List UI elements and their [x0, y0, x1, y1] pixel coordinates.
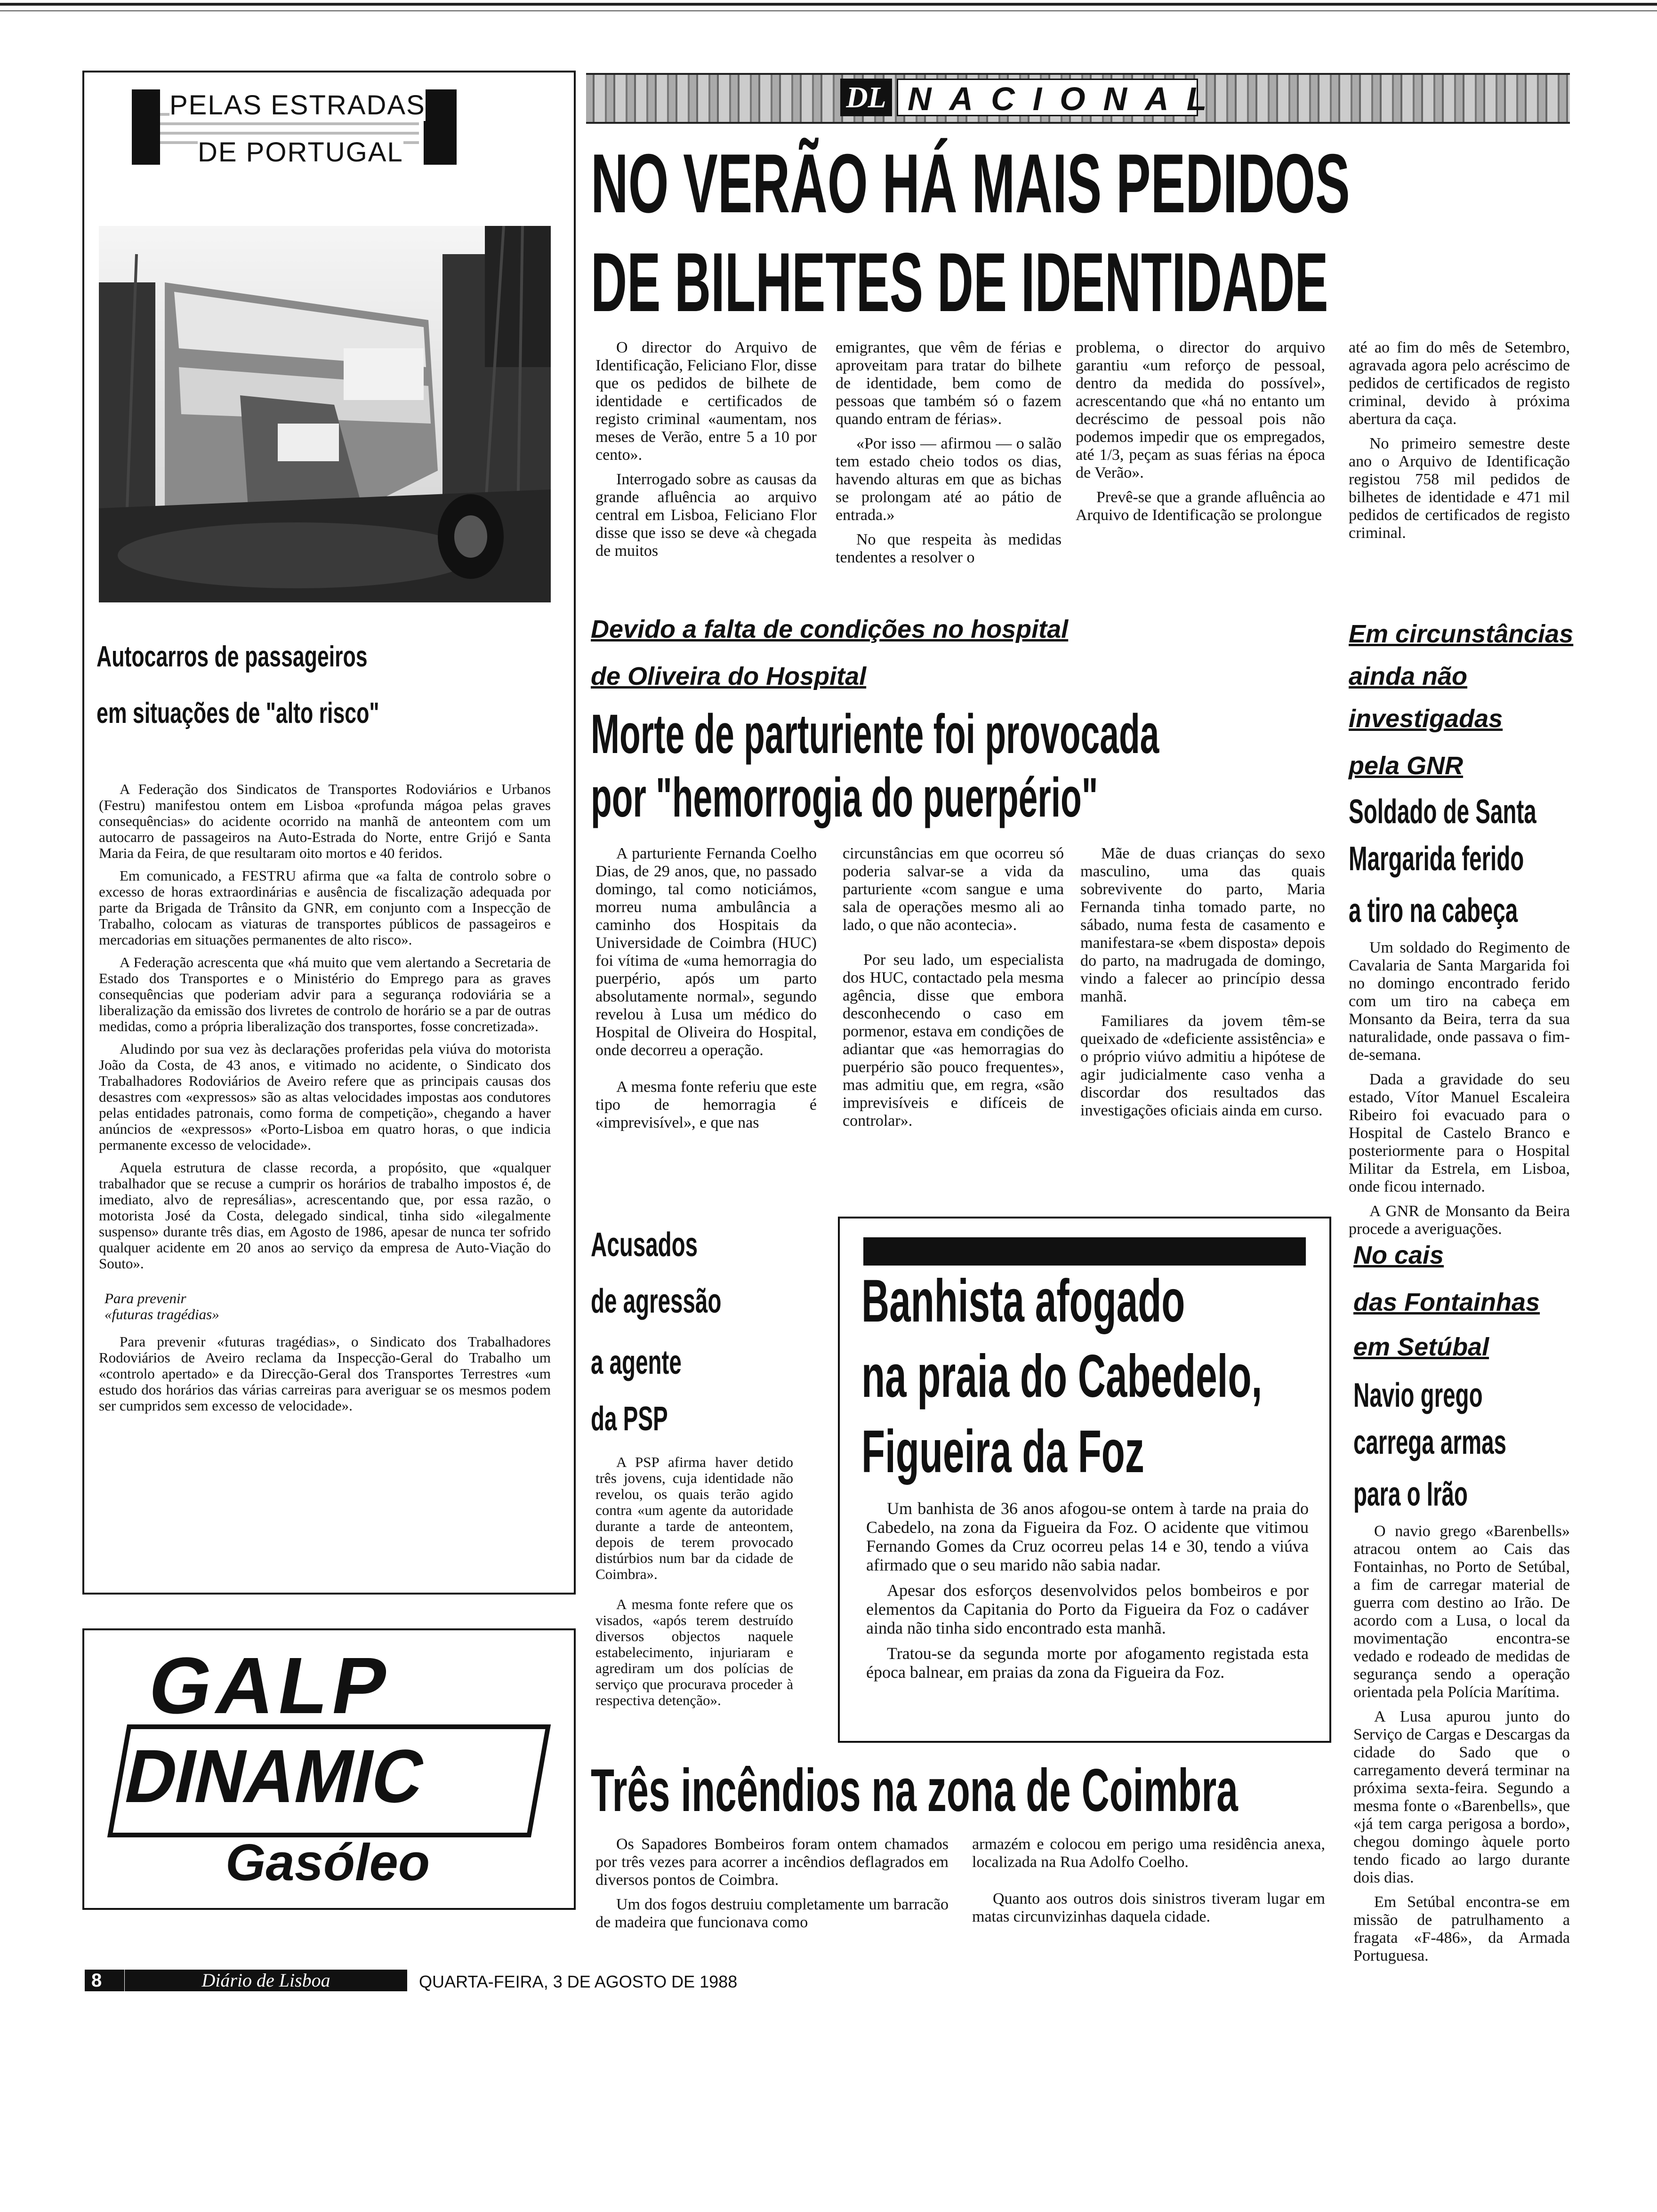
paragraph: No que respeita às medidas tendentes a resolver o — [836, 531, 1062, 566]
incendios-headline: Três incêndios na zona de Coimbra — [591, 1757, 1238, 1824]
parturiente-col-1 — [595, 845, 817, 1138]
navio-headline-3: para o Irão — [1353, 1475, 1468, 1513]
paragraph: A PSP afirma haver detido três jovens, cuja identidade não revelou, os quais terão agido contra «um agente da autoridade durante a tarde de anteontem, depois de terem provocado distúrbios num bar da cidade de Coimbra». — [595, 1454, 793, 1582]
banhista-headline-2: na praia do Cabedelo, — [861, 1343, 1263, 1410]
parturiente-col-3 — [1080, 845, 1325, 1126]
navio-kicker-1: No cais — [1353, 1241, 1444, 1269]
ad-line-gasoleo: Gasóleo — [225, 1834, 430, 1891]
paragraph: Quanto aos outros dois sinistros tiveram lugar em matas circunvizinhas daquela cidade. — [972, 1890, 1325, 1925]
autocarros-headline-2: em situações de "alto risco" — [97, 697, 379, 729]
soldado-headline-3: a tiro na cabeça — [1349, 892, 1518, 930]
paragraph: Por seu lado, um especialista dos HUC, contactado pela mesma agência, disse que embora desconhecendo o caso em pormenor, estava em condições de adiantar que «as hemorragias do puerpério são pouco frequentes», mas admitiu que, em regra, «são imprevisíveis e difíceis de controlar». — [843, 951, 1064, 1130]
paragraph: emigrantes, que vêm de férias e aproveitam para tratar do bilhete de identidade, bem como de pessoas que também só o fazem quando entram de férias». — [836, 339, 1062, 428]
paragraph: circunstâncias em que ocorreu só poderia salvar-se a vida da parturiente «com sangue e uma sala de operações mesmo ali ao lado, o que não acontecia». — [843, 845, 1064, 934]
banner-logo: DL — [840, 79, 892, 116]
paragraph: Familiares da jovem têm-se queixado de «deficiente assistência» e o próprio viúvo admitiu a hipótese de agir judicialmente caso venha a discordar dos resultados das investigações oficiais ainda em curso. — [1080, 1012, 1325, 1119]
paragraph: armazém e colocou em perigo uma residência anexa, localizada na Rua Adolfo Coelho. — [972, 1835, 1325, 1871]
navio-kicker-3: em Setúbal — [1353, 1333, 1489, 1361]
paragraph: O navio grego «Barenbells» atracou ontem ao Cais das Fontainhas, no Porto de Setúbal, a fim de carregar material de guerra com destino ao Irão. De acordo com a Lusa, o local da movimentação encontra-se vedado e rodeado de medidas de segurança sendo a operação orientada pela Polícia Marítima. — [1353, 1523, 1570, 1701]
paragraph: A Federação acrescenta que «há muito que vem alertando a Secretaria de Estado dos Transportes e o Ministério do Emprego para as graves consequências que poderiam advir para a segurança rodoviária se a liberalização da emissão dos livretes de controlo de horário se a par de outras medidas, como a própria liberalização dos transportes, fosse concretizada». — [99, 954, 551, 1034]
paragraph: Para prevenir «futuras tragédias», o Sindicato dos Trabalhadores Rodoviários de Aveiro reclama da Inspecção-Geral do Trabalho um «controlo apertado» e da Direcção-Geral dos Transportes Terrestres «um estudo dos horários das várias carreiras para averiguar se os mesmos podem ser cumpridos sem excesso de velocidade». — [99, 1333, 551, 1414]
banhista-body — [866, 1499, 1309, 1688]
psp-body — [595, 1454, 793, 1715]
main-col-2 — [836, 339, 1062, 573]
paragraph: Um soldado do Regimento de Cavalaria de Santa Margarida foi no domingo encontrado ferido com um tiro na cabeça em Monsanto da Beira, terra da sua naturalidade, onde passava o fim-de-semana. — [1349, 939, 1570, 1064]
estradas-line2: DE PORTUGAL — [198, 137, 403, 168]
estradas-logo — [127, 85, 485, 179]
parturiente-headline-1: Morte de parturiente foi provocada — [591, 703, 1159, 765]
soldado-kicker-2: ainda não — [1349, 662, 1468, 690]
navio-headline-1: Navio grego — [1353, 1377, 1483, 1414]
paragraph: Dada a gravidade do seu estado, Vítor Manuel Escaleira Ribeiro foi evacuado para o Hospital de Castelo Branco e posteriormente para o Hospital Militar da Estrela, em Lisboa, onde ficou internado. — [1349, 1071, 1570, 1195]
paragraph: Tratou-se da segunda morte por afogamento registada esta época balnear, em praias da zona da Figueira da Foz. — [866, 1644, 1309, 1682]
main-col-3 — [1076, 339, 1325, 531]
parturiente-kicker-1: Devido a falta de condições no hospital — [591, 615, 1069, 643]
ad-line-dinamic: DINAMIC — [118, 1734, 433, 1818]
soldado-headline-2: Margarida ferido — [1349, 840, 1524, 878]
psp-headline-3: a agente — [591, 1344, 682, 1381]
banner-section: NACIONAL — [897, 79, 1198, 116]
estradas-line1: PELAS ESTRADAS — [169, 90, 426, 120]
paragraph: A Federação dos Sindicatos de Transportes Rodoviários e Urbanos (Festru) manifestou ontem em Lisboa «profunda mágoa pelas graves consequências» do acidente ocorrido na manhã de anteontem com um autocarro de passageiros na Auto-Estrada do Norte, entre Grijó e Santa Maria da Feira, de que resultaram oito mortos e 40 feridos. — [99, 781, 551, 861]
incendios-col-2 — [972, 1835, 1325, 1932]
parturiente-col-2 — [843, 845, 1064, 1137]
galp-ad — [82, 1628, 576, 1910]
paragraph: A parturiente Fernanda Coelho Dias, de 29 anos, que, no passado domingo, tal como noticiámos, morreu numa ambulância a caminho dos Hospitais da Universidade de Coimbra (HUC) foi vítima de «uma hemorragia do puerpério, após um parto absolutamente normal», segundo revelou à Lusa um médico do Hospital de Oliveira do Hospital, onde decorreu a operação. — [595, 845, 817, 1059]
soldado-kicker-3: investigadas — [1349, 705, 1503, 733]
soldado-kicker-4: pela GNR — [1349, 752, 1464, 780]
banhista-headline-3: Figueira da Foz — [861, 1418, 1144, 1485]
section-banner — [586, 73, 1570, 124]
main-col-1 — [595, 339, 817, 567]
psp-headline-1: Acusados — [591, 1226, 698, 1264]
paper-name: Diário de Lisboa — [125, 1970, 407, 1991]
top-rule-thin — [0, 10, 1657, 11]
banhista-top-bar — [863, 1237, 1306, 1266]
paragraph: Os Sapadores Bombeiros foram ontem chamados por três vezes para acorrer a incêndios deflagrados em diversos pontos de Coimbra. — [595, 1835, 949, 1889]
main-headline-1: NO VERÃO HÁ MAIS PEDIDOS — [591, 136, 1350, 230]
paragraph: A mesma fonte referiu que este tipo de hemorragia é «imprevisível», e que nas — [595, 1078, 817, 1131]
paragraph: Interrogado sobre as causas da grande afluência ao arquivo central em Lisboa, Feliciano Flor disse que isso se deve «à chegada de muitos — [595, 471, 817, 560]
paragraph: «Por isso — afirmou — o salão tem estado cheio todos os dias, havendo alturas em que as bichas se prolongam até ao pátio de entrada.» — [836, 435, 1062, 524]
paragraph: Apesar dos esforços desenvolvidos pelos bombeiros e por elementos da Capitania do Porto da Figueira da Foz o cadáver ainda não tinha sido encontrado esta manhã. — [866, 1581, 1309, 1637]
paragraph: Um dos fogos destruiu completamente um barracão de madeira que funcionava como — [595, 1896, 949, 1931]
bus-crash-photo-icon — [99, 226, 551, 602]
soldado-headline-1: Soldado de Santa — [1349, 793, 1536, 831]
subhead-1: Para prevenir — [105, 1290, 186, 1306]
footer-date: QUARTA-FEIRA, 3 DE AGOSTO DE 1988 — [419, 1972, 738, 1991]
banhista-headline-1: Banhista afogado — [861, 1267, 1185, 1335]
paragraph: problema, o director do arquivo garantiu «um reforço de pessoal, dentro da medida do possível», acrescentando que «há no entanto um decréscimo de pessoal pois não podemos impedir que os empregados, até 1/3, peçam as suas férias na época de Verão». — [1076, 339, 1325, 481]
autocarros-headline-1: Autocarros de passageiros — [97, 641, 368, 673]
ad-line-galp: GALP — [142, 1641, 399, 1731]
paragraph: Em comunicado, a FESTRU afirma que «a falta de controlo sobre o excesso de horas extraordinárias e ausência de fiscalização adequada por parte da Brigada de Trânsito da GNR, em conjunto com a Inspecção de Trabalho, colocam as viaturas de transportes públicos de passageiros e mercadorias em situações permanentes de alto risco». — [99, 867, 551, 948]
main-headline-2: DE BILHETES DE IDENTIDADE — [591, 235, 1328, 329]
paragraph: A Lusa apurou junto do Serviço de Cargas e Descargas da cidade do Sado que o carregamento deverá terminar na próxima sexta-feira. Segundo a mesma fonte o «Barenbells», que «já tem carga perigosa a bordo», chegou domingo àquele porto tendo ficado ao largo durante dois dias. — [1353, 1708, 1570, 1886]
soldado-kicker-1: Em circunstâncias — [1349, 620, 1574, 648]
autocarros-body — [99, 781, 551, 1420]
paragraph: No primeiro semestre deste ano o Arquivo de Identificação registou 758 mil pedidos de bilhetes de identidade e 471 mil pedidos de certificados de registo criminal. — [1349, 435, 1570, 542]
top-rule — [0, 3, 1657, 6]
paragraph: Aludindo por sua vez às declarações proferidas pela viúva do motorista João da Costa, de 43 anos, e vitimado no acidente, o Sindicato dos Trabalhadores Rodoviários de Aveiro refere que as principais causas dos desastres com «expressos» são as altas velocidades impostas aos condutores pelas entidades patronais, como forma de competição», chegando a haver anúncios de «expressos» «Porto-Lisboa em quatro horas, o que indicia permanente excesso de velocidade». — [99, 1041, 551, 1153]
main-col-4 — [1349, 339, 1570, 549]
bus-crash-photo — [99, 226, 551, 602]
incendios-col-1 — [595, 1835, 949, 1938]
navio-headline-2: carrega armas — [1353, 1424, 1506, 1461]
paragraph: até ao fim do mês de Setembro, agravada agora pelo acréscimo de pedidos de certificados de registo criminal, devido à próxima abertura da caça. — [1349, 339, 1570, 428]
paragraph: Aquela estrutura de classe recorda, a propósito, que «qualquer trabalhador que se recuse a cumprir os horários de trabalho impostos é, de imediato, alvo de represálias», acrescentando que, por essa razão, o motorista José da Costa, delegado sindical, tinha sido «ilegalmente suspenso» durante três dias, em Agosto de 1986, apesar de nunca ter sofrido qualquer acidente em 20 anos ao serviço da empresa de Auto-Viação do Souto». — [99, 1159, 551, 1272]
paragraph: O director do Arquivo de Identificação, Feliciano Flor, disse que os pedidos de bilhete de identidade e certificados de registo criminal «aumentam, nos meses de Verão, entre 5 a 10 por cento». — [595, 339, 817, 464]
paragraph: A GNR de Monsanto da Beira procede a averiguações. — [1349, 1202, 1570, 1238]
paragraph: A mesma fonte refere que os visados, «após terem destruído diversos objectos naquele estabelecimento, injuriaram e agrediram um dos polícias de serviço que procurava proceder à respectiva detenção». — [595, 1596, 793, 1708]
soldado-body — [1349, 939, 1570, 1245]
psp-headline-2: de agressão — [591, 1282, 722, 1320]
navio-kicker-2: das Fontainhas — [1353, 1288, 1540, 1316]
paragraph: Mãe de duas crianças do sexo masculino, uma das quais sobrevivente do parto, Maria Fernanda tinha tomado parte, no sábado, numa festa de casamento e manifestara-se «bem disposta» depois do parto, na madrugada de domingo, vindo a falecer ao princípio dessa manhã. — [1080, 845, 1325, 1005]
subhead-2: «futuras tragédias» — [105, 1306, 219, 1322]
paragraph: Um banhista de 36 anos afogou-se ontem à tarde na praia do Cabedelo, na zona da Figueira da Foz. O acidente que vitimou Fernando Gomes da Cruz ocorreu pelas 14 e 30, tendo a viúva afirmado que o seu marido não sabia nadar. — [866, 1499, 1309, 1574]
paragraph: Em Setúbal encontra-se em missão de patrulhamento a fragata «F-486», da Armada Portuguesa. — [1353, 1893, 1570, 1964]
parturiente-headline-2: por "hemorrogia do puerpério" — [591, 767, 1098, 829]
navio-body — [1353, 1523, 1570, 1972]
psp-headline-4: da PSP — [591, 1400, 668, 1438]
page-number: 8 — [85, 1970, 124, 1991]
parturiente-kicker-2: de Oliveira do Hospital — [591, 662, 867, 690]
paragraph: Prevê-se que a grande afluência ao Arquivo de Identificação se prolongue — [1076, 489, 1325, 524]
